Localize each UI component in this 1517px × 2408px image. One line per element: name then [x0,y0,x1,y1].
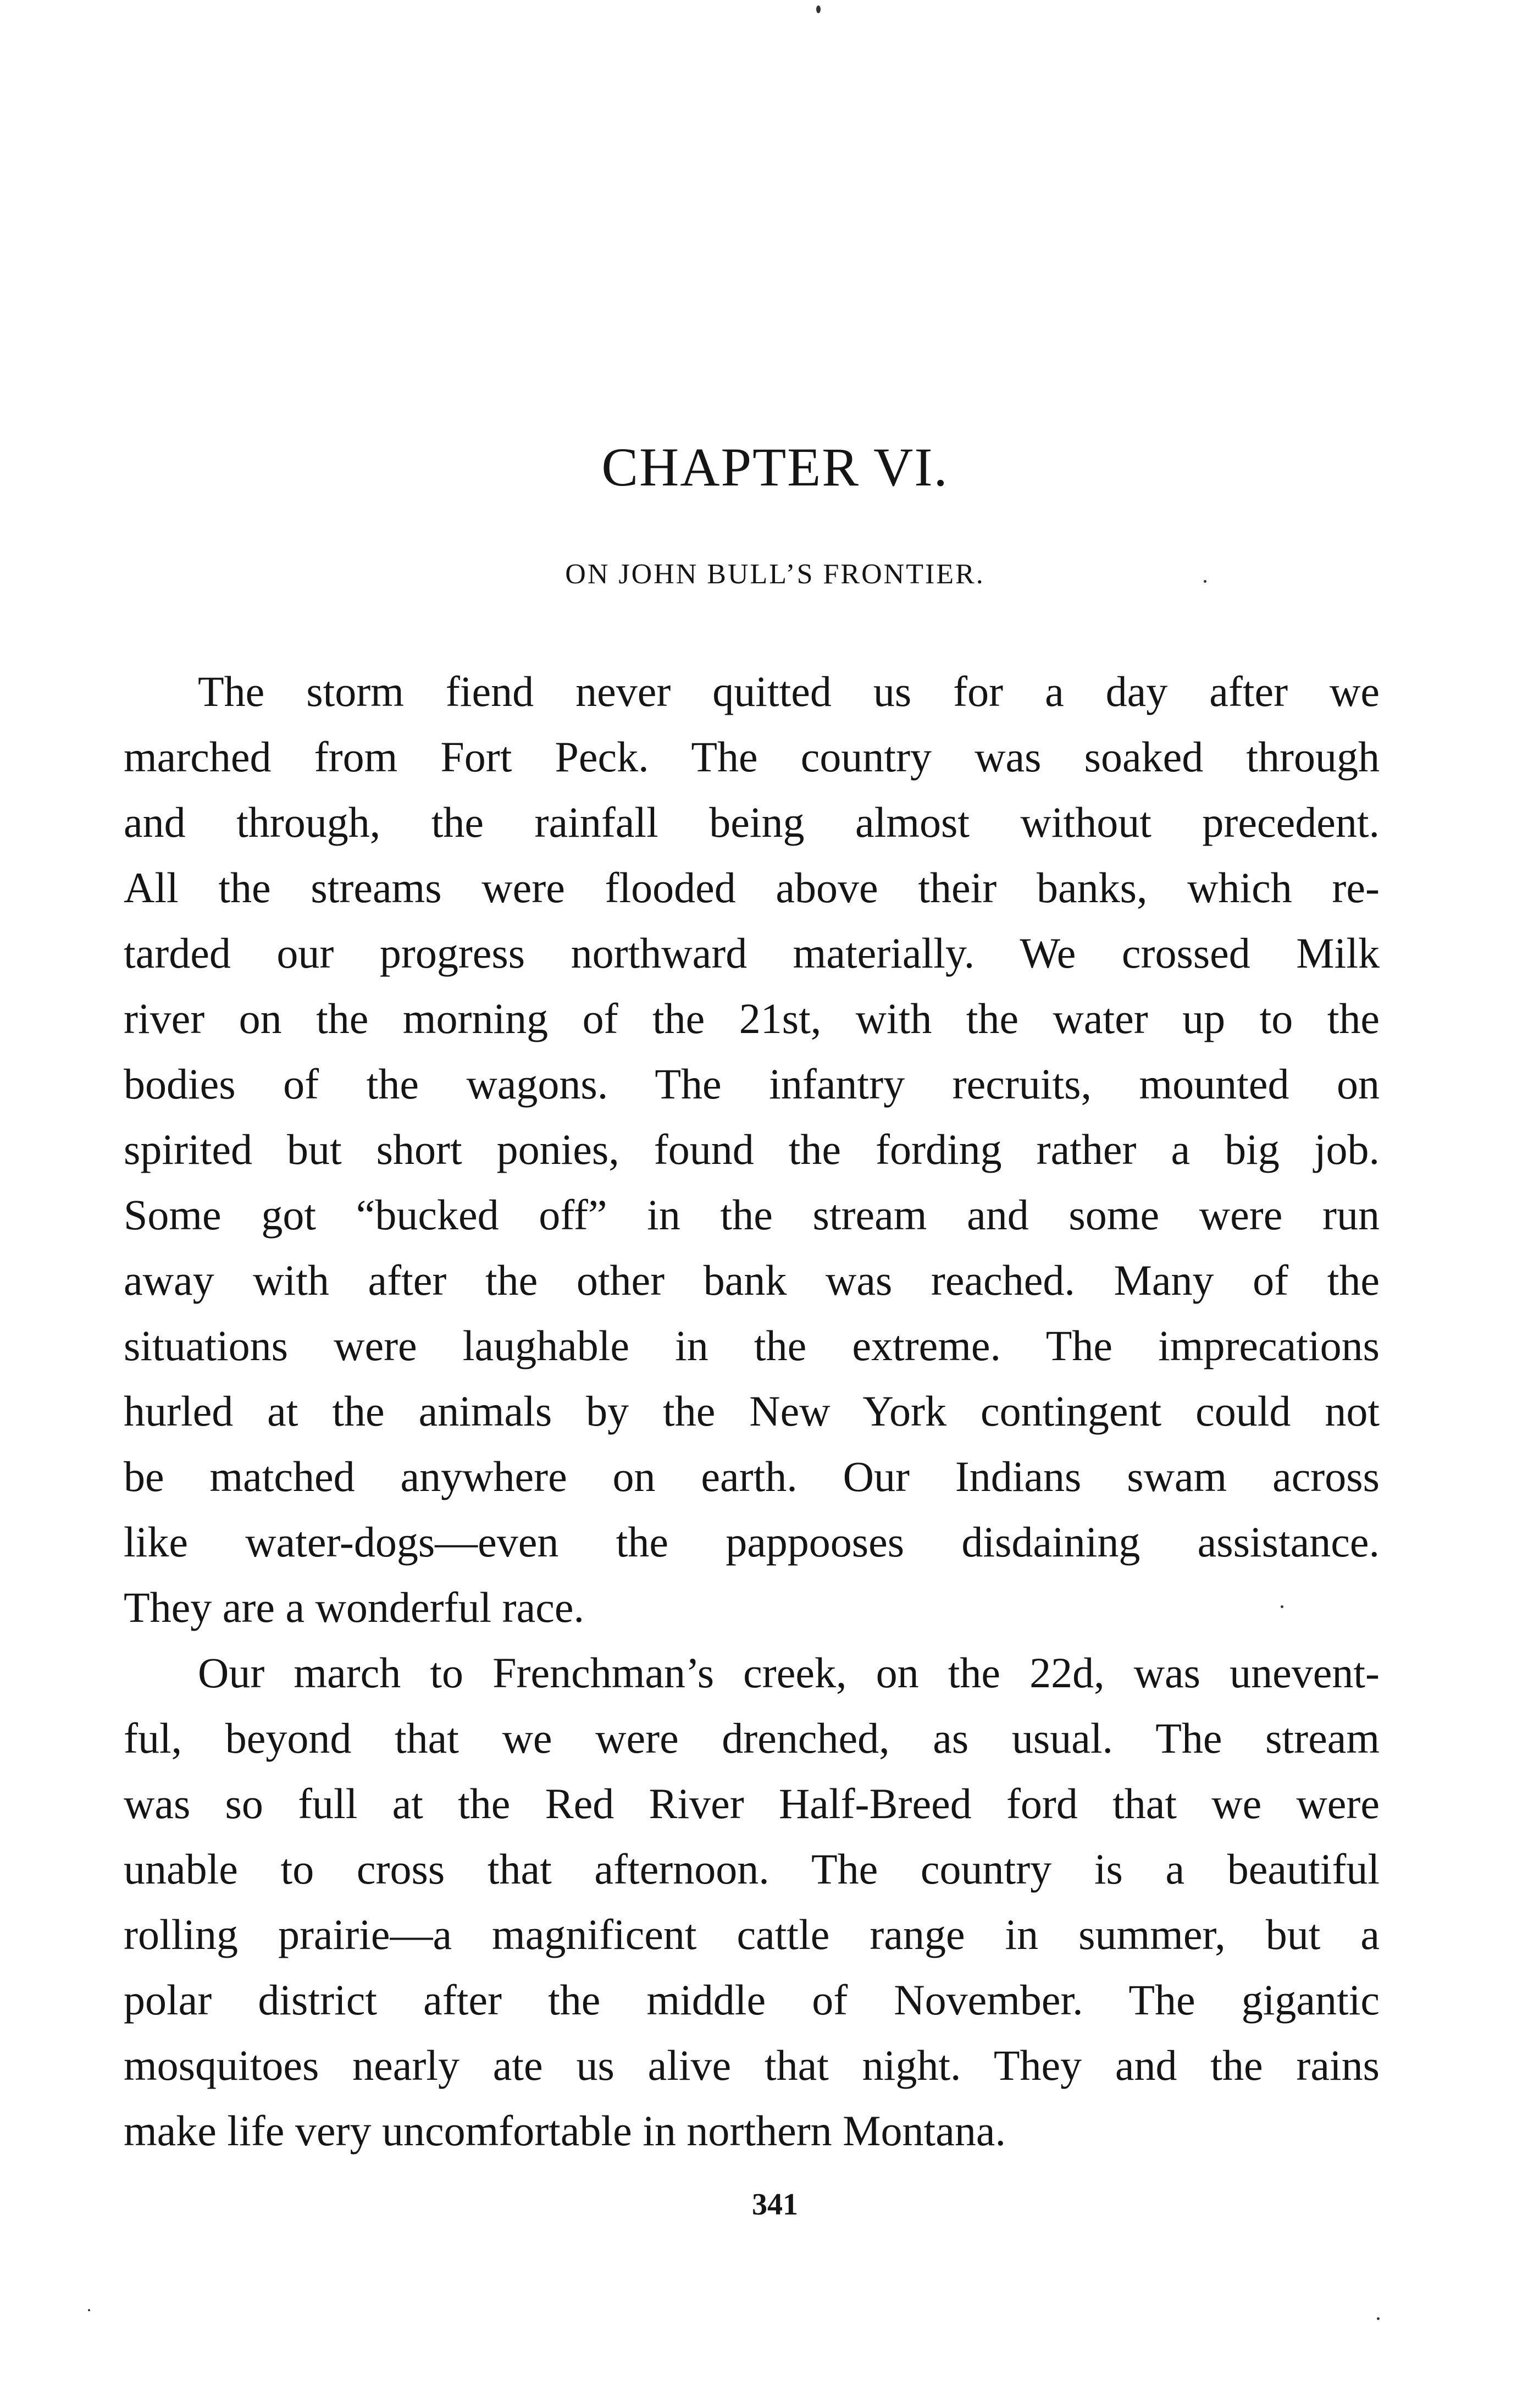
text-line: mosquitoes nearly ate us alive that night. They and the rains [124,2041,1380,2089]
text-line: tarded our progress northward materially. We crossed Milk [124,929,1380,977]
chapter-subtitle: ON JOHN BULL’S FRONTIER. [565,559,985,590]
text-line: like water-dogs—even the pappooses disdaining assistance. [124,1518,1380,1566]
text-line: and through, the rainfall being almost without precedent. [124,798,1380,846]
text-line: Some got “bucked off” in the stream and some were run [124,1191,1380,1239]
text-line: make life very uncomfortable in northern Montana. [124,2107,1006,2155]
text-line: situations were laughable in the extreme. The imprecations [124,1322,1380,1369]
scan-speck [1377,2317,1380,2320]
text-line: away with after the other bank was reached. Many of the [124,1256,1380,1304]
text-line: The storm fiend never quitted us for a day after we [198,667,1380,715]
text-line: river on the morning of the 21st, with the water up to the [124,995,1380,1042]
text-line: unable to cross that afternoon. The country is a beautiful [124,1845,1380,1893]
text-line: spirited but short ponies, found the fording rather a big job. [124,1125,1380,1173]
text-line: They are a wonderful race. [124,1583,585,1631]
text-line: be matched anywhere on earth. Our Indians swam across [124,1452,1380,1500]
body-text [124,659,1380,2163]
text-line: polar district after the middle of November. The gigantic [124,1976,1380,2024]
text-line: Our march to Frenchman’s creek, on the 22d, was unevent- [198,1649,1380,1697]
scan-speck [88,2309,90,2311]
scan-speck [816,5,821,13]
paragraph-1 [124,659,1380,1640]
chapter-title: CHAPTER VI. [601,437,949,498]
text-line: bodies of the wagons. The infantry recruits, mounted on [124,1060,1380,1108]
text-line: hurled at the animals by the New York contingent could not [124,1387,1380,1435]
text-line: marched from Fort Peck. The country was soaked through [124,733,1380,781]
paragraph-2 [124,1640,1380,2163]
text-line: ful, beyond that we were drenched, as usual. The stream [124,1714,1380,1762]
scan-speck [1281,1605,1283,1608]
page-number: 341 [752,2188,798,2222]
text-line: All the streams were flooded above their banks, which re- [124,864,1380,912]
text-line: rolling prairie—a magnificent cattle range in summer, but a [124,1910,1380,1958]
scan-speck [1204,580,1206,583]
text-line: was so full at the Red River Half-Breed ford that we were [124,1780,1380,1827]
